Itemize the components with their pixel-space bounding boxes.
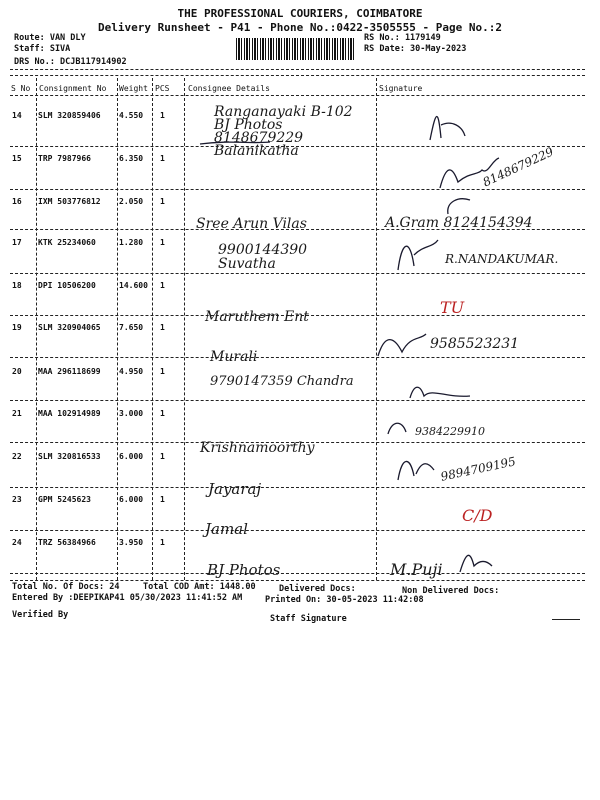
route-label: Route: VAN DLY [14,33,86,43]
row-sno: 14 [12,111,22,120]
signature-line [552,619,580,620]
handwritten-signature: A.Gram 8124154394 [385,215,533,231]
row-sno: 24 [12,538,22,547]
handwritten-consignee: Jayaraj [208,480,262,498]
handwritten-consignee: Maruthem Ent [205,309,309,325]
row-sno: 19 [12,323,22,332]
non-delivered-docs: Non Delivered Docs: [402,586,500,596]
row-consignment: TRP 7987966 [38,154,91,163]
handwritten-signature: 9894709195 [439,454,517,484]
row-consignment: MAA 296118699 [38,367,101,376]
handwritten-signature: C/D [462,506,493,525]
row-consignment: SLM 320816533 [38,452,101,461]
row-pcs: 1 [160,238,165,247]
entered-by: Entered By :DEEPIKAP41 05/30/2023 11:41:52 AM [12,593,243,603]
col-sno: S No [11,84,31,93]
col-pcs: PCS [155,84,170,93]
runsheet-title: Delivery Runsheet - P41 - Phone No.:0422-3505555 - Page No.:2 [98,21,502,34]
handwritten-signature: 8148679229 [480,144,556,190]
row-consignment: MAA 102914989 [38,409,101,418]
row-consignment: DPI 10506200 [38,281,96,290]
row-weight: 14.600 [119,281,148,290]
row-consignment: GPM 5245623 [38,495,91,504]
printed-on: Printed On: 30-05-2023 11:42:08 [265,595,424,605]
row-weight: 2.050 [119,197,144,206]
row-weight: 7.650 [119,323,144,332]
col-weight: Weight [119,84,148,93]
row-weight: 6.350 [119,154,144,163]
row-sno: 22 [12,452,22,461]
row-weight: 6.000 [119,495,144,504]
handwritten-signature: 9585523231 [430,336,520,352]
row-consignment: IXM 503776812 [38,197,101,206]
rs-number: RS No.: 1179149 [364,33,441,43]
row-weight: 3.950 [119,538,144,547]
handwritten-signature: R.NANDAKUMAR. [445,252,559,266]
row-pcs: 1 [160,111,165,120]
row-sno: 18 [12,281,22,290]
row-pcs: 1 [160,154,165,163]
handwritten-consignee: Murali [210,349,258,365]
row-weight: 6.000 [119,452,144,461]
row-pcs: 1 [160,197,165,206]
handwritten-consignee: 9790147359 Chandra [210,374,354,389]
verified-by: Verified By [12,610,69,620]
row-consignment: SLM 320859406 [38,111,101,120]
row-pcs: 1 [160,409,165,418]
row-weight: 4.950 [119,367,144,376]
total-cod: Total COD Amt: 1448.00 [143,582,256,592]
row-sno: 21 [12,409,22,418]
handwritten-consignee: Krishnamoorthy [200,440,315,456]
handwritten-consignee: 9900144390 Suvatha [218,242,308,272]
row-pcs: 1 [160,452,165,461]
row-pcs: 1 [160,367,165,376]
row-weight: 4.550 [119,111,144,120]
handwritten-consignee: BJ Photos [207,561,281,579]
staff-label: Staff: SIVA [14,44,71,54]
row-pcs: 1 [160,538,165,547]
handwritten-consignee: Jamal [205,520,248,538]
row-sno: 15 [12,154,22,163]
row-consignment: TRZ 56384966 [38,538,96,547]
col-signature: Signature [379,84,423,93]
staff-signature: Staff Signature [270,614,347,624]
row-pcs: 1 [160,281,165,290]
row-sno: 17 [12,238,22,247]
row-consignment: SLM 320904065 [38,323,101,332]
col-consignment: Consignment No [39,84,107,93]
handwritten-consignee: Ranganayaki B-102 BJ Photos 8148679229 Balanikatha [214,104,353,159]
drs-number: DRS No.: DCJB117914902 [14,57,127,67]
row-weight: 1.280 [119,238,144,247]
row-sno: 20 [12,367,22,376]
company-name: THE PROFESSIONAL COURIERS, COIMBATORE [177,7,423,20]
row-sno: 16 [12,197,22,206]
handwritten-signature: 9384229910 [415,425,485,438]
delivered-docs: Delivered Docs: [279,584,356,594]
row-sno: 23 [12,495,22,504]
handwritten-signature: M.Puji [390,560,443,579]
row-pcs: 1 [160,323,165,332]
row-weight: 3.000 [119,409,144,418]
col-consignee: Consignee Details [188,84,270,93]
handwritten-signature: TU [440,298,465,317]
handwritten-consignee: Sree Arun Vilas [196,216,307,232]
row-pcs: 1 [160,495,165,504]
rs-date: RS Date: 30-May-2023 [364,44,467,54]
row-consignment: KTK 25234060 [38,238,96,247]
total-docs: Total No. Of Docs: 24 [12,582,120,592]
